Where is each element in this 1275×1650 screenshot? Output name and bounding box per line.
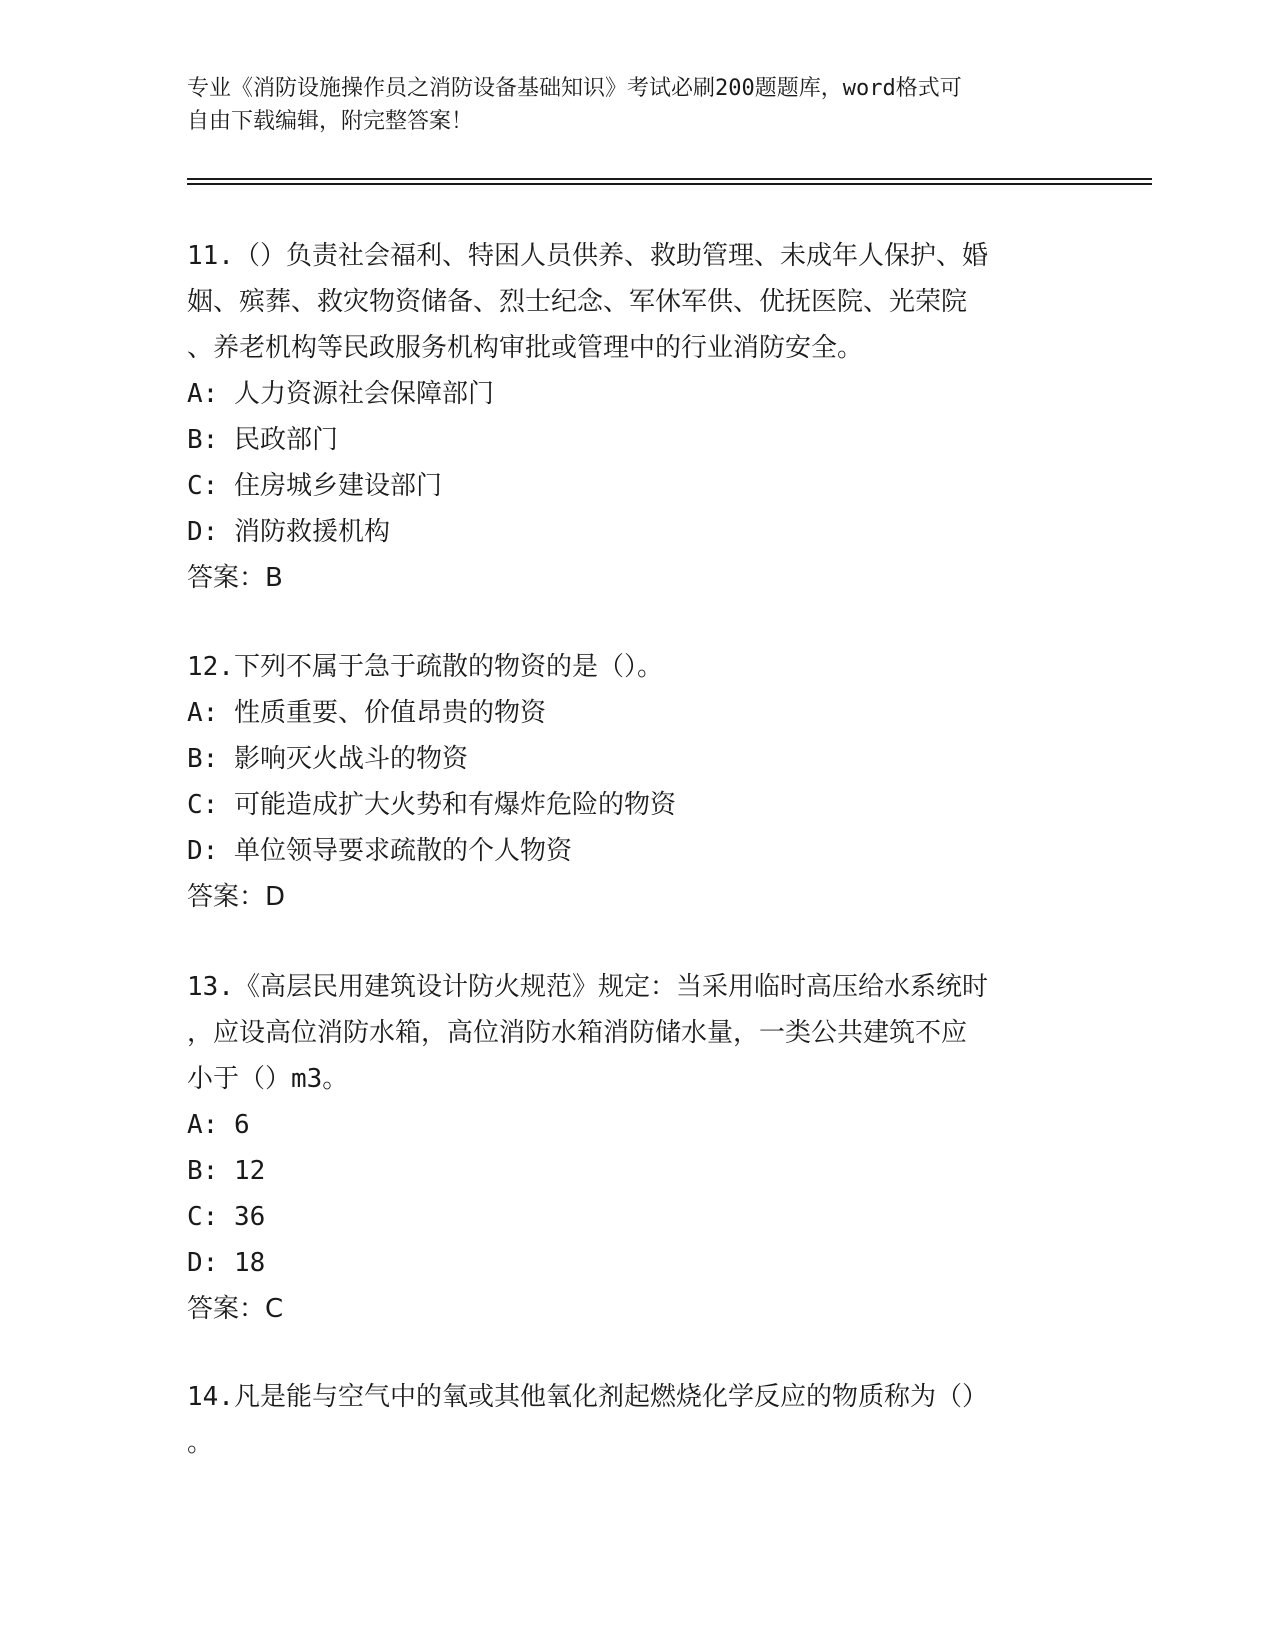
- question-12: [187, 644, 1087, 920]
- option-c: C: 36: [187, 1202, 266, 1232]
- option-b: B: 影响灭火战斗的物资: [187, 744, 468, 774]
- document-header: [187, 72, 1067, 138]
- option-b: B: 民政部门: [187, 425, 338, 455]
- header-line-1: 专业《消防设施操作员之消防设备基础知识》考试必刷200题题库，word格式可: [187, 76, 962, 101]
- question-14: [187, 1374, 1087, 1466]
- question-stem-line: 14.凡是能与空气中的氧或其他氧化剂起燃烧化学反应的物质称为（）: [187, 1382, 988, 1412]
- header-divider-bottom: [187, 183, 1152, 185]
- question-stem-line: ，应设高位消防水箱，高位消防水箱消防储水量，一类公共建筑不应: [187, 1018, 968, 1048]
- answer: 答案：B: [187, 563, 283, 593]
- question-11: [187, 233, 1087, 601]
- header-divider-top: [187, 178, 1152, 180]
- option-a: A: 人力资源社会保障部门: [187, 379, 494, 409]
- answer: 答案：D: [187, 882, 286, 912]
- question-stem-line: 。: [187, 1428, 214, 1458]
- option-a: A: 6: [187, 1110, 250, 1140]
- question-13: [187, 964, 1087, 1332]
- question-stem-line: 、养老机构等民政服务机构审批或管理中的行业消防安全。: [187, 333, 864, 363]
- option-d: D: 消防救援机构: [187, 517, 390, 547]
- answer: 答案：C: [187, 1294, 284, 1324]
- question-stem-line: 姻、殡葬、救灾物资储备、烈士纪念、军休军供、优抚医院、光荣院: [187, 287, 968, 317]
- header-line-2: 自由下载编辑，附完整答案！: [187, 109, 474, 134]
- question-stem-line: 12.下列不属于急于疏散的物资的是（）。: [187, 652, 663, 682]
- option-c: C: 住房城乡建设部门: [187, 471, 442, 501]
- option-d: D: 单位领导要求疏散的个人物资: [187, 836, 572, 866]
- option-b: B: 12: [187, 1156, 266, 1186]
- option-a: A: 性质重要、价值昂贵的物资: [187, 698, 546, 728]
- option-c: C: 可能造成扩大火势和有爆炸危险的物资: [187, 790, 676, 820]
- question-stem-line: 小于（）m3。: [187, 1064, 349, 1094]
- option-d: D: 18: [187, 1248, 266, 1278]
- question-stem-line: 13.《高层民用建筑设计防火规范》规定：当采用临时高压给水系统时: [187, 972, 988, 1002]
- question-stem-line: 11.（）负责社会福利、特困人员供养、救助管理、未成年人保护、婚: [187, 241, 988, 271]
